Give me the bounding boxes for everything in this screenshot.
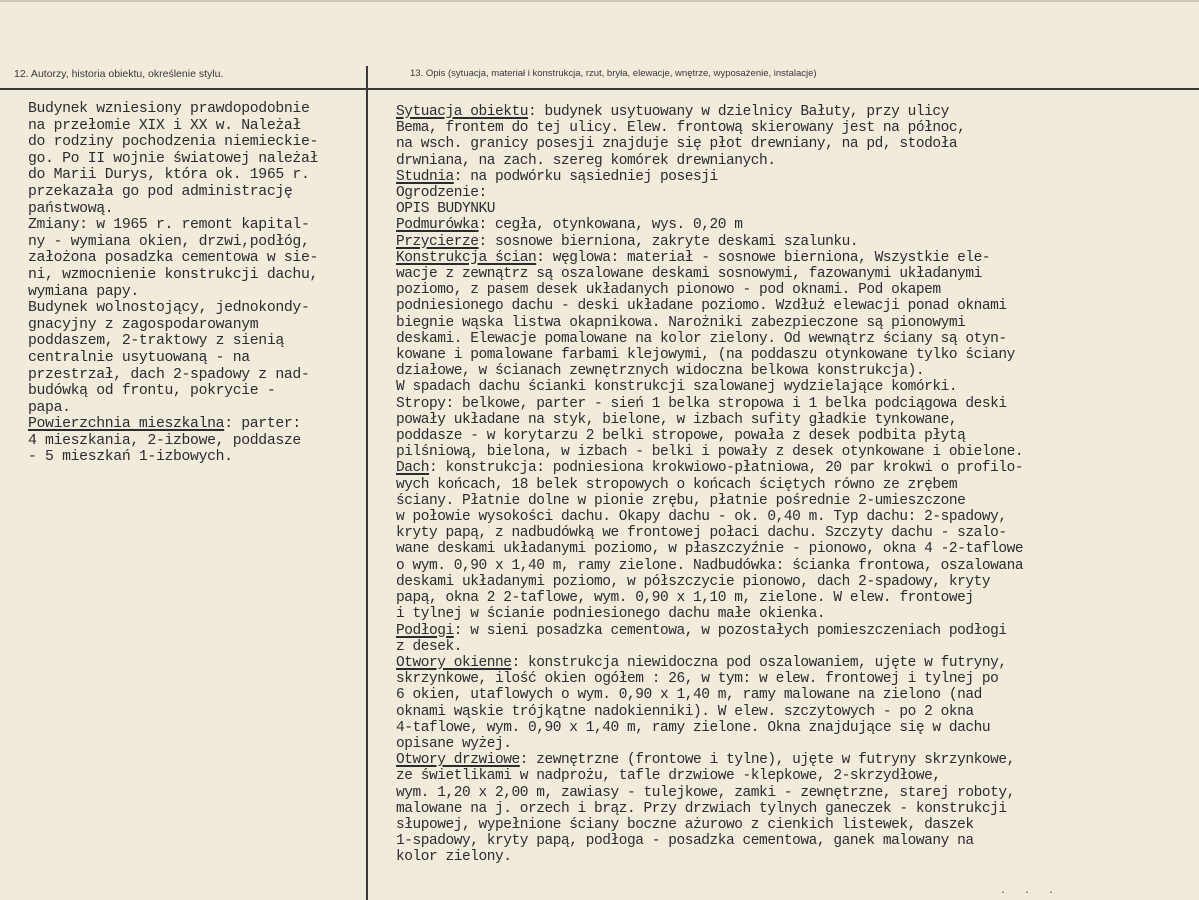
description-text-line: W spadach dachu ścianki konstrukcji szalowanej wydzielające komórki. (396, 379, 958, 396)
description-text-line: deskami. Elewacje pomalowane na kolor zielony. Od wewnątrz ściany są otyn- (396, 330, 1007, 347)
description-text-line: wym. 1,20 x 2,00 m, zawiasy - tulejkowe, zamki - zewnętrzne, starej roboty, (396, 784, 1015, 801)
description-text-line: kolor zielony. (396, 849, 512, 866)
description-text-line: Podmurówka: cegła, otynkowana, wys. 0,20 m (396, 217, 743, 234)
description-text-line: o wym. 0,90 x 1,40 m, ramy zielone. Nadbudówka: ścianka frontowa, oszalowana (396, 557, 1024, 574)
history-text-line: na przełomie XIX i XX w. Należał (28, 117, 301, 134)
history-text-line: ny - wymiana okien, drzwi,podłóg, (28, 233, 310, 250)
history-text-line: wymiana papy. (28, 283, 139, 300)
margin-marks: · · · (1000, 888, 1061, 899)
description-text-line: Konstrukcja ścian: węglowa: materiał - sosnowe bierniona, Wszystkie ele- (396, 249, 991, 266)
description-text-line: 1-spadowy, kryty papą, podłoga - posadzka cementowa, ganek malowany na (396, 833, 974, 850)
column-divider (366, 66, 368, 900)
description-text-column (396, 104, 1186, 866)
description-text-line: Sytuacja obiektu: budynek usytuowany w dzielnicy Bałuty, przy ulicy (396, 104, 949, 120)
description-text-line: słupowej, wypełnione ściany boczne ażurowo z cienkich listewek, daszek (396, 816, 974, 833)
description-text-line: oknami wąskie trójkątne nadokienniki). W elew. szczytowych - po 2 okna (396, 703, 974, 720)
section-13-header: 13. Opis (sytuacja, materiał i konstrukcja, rzut, bryła, elewacje, wnętrze, wyposażenie, instalacje) (410, 68, 817, 79)
description-text-line: drwniana, na zach. szereg komórek drewnianych. (396, 152, 776, 169)
description-text-line: wych końcach, 18 belek stropowych o końcach ściętych równo ze zrębem (396, 476, 958, 493)
history-text-line: papa. (28, 399, 71, 416)
description-text-line: ściany. Płatnie dolne w pionie zrębu, płatnie pośrednie 2-umieszczone (396, 492, 966, 509)
description-text-line: Bema, frontem do tej ulicy. Elew. frontową skierowany jest na północ, (396, 120, 966, 137)
history-text-line: do rodziny pochodzenia niemieckie- (28, 134, 319, 151)
description-text-line: Otwory okienne: konstrukcja niewidoczna pod oszalowaniem, ujęte w futryny, (396, 654, 1007, 671)
history-text-column (28, 101, 364, 466)
description-text-line: poziomo, z pasem desek układanych pionowo - pod oknami. Pod okapem (396, 282, 941, 299)
description-text-line: skrzynkowe, ilość okien ogółem : 26, w tym: w elew. frontowej i tylnej po (396, 671, 999, 688)
description-text-line: poddasze - w korytarzu 2 belki stropowe, powała z desek podbita płytą (396, 428, 966, 445)
description-text-line: biegnie wąska listwa okapnikowa. Narożniki zabezpieczone są pionowymi (396, 314, 966, 331)
history-text-line: do Marii Durys, która ok. 1965 r. (28, 167, 310, 184)
description-text-line: w połowie wysokości dachu. Okapy dachu - ok. 0,40 m. Typ dachu: 2-spadowy, (396, 509, 1007, 526)
description-text-line: OPIS BUDYNKU (396, 201, 496, 218)
section-heading: Podmurówka (396, 217, 479, 234)
description-text-line: pilśniową, bielona, w izbach - belki i powały z desek otynkowane i obielone. (396, 444, 1024, 461)
page-top-edge (0, 0, 1199, 2)
history-text-line: gnacyjny z zagospodarowanym (28, 316, 259, 333)
section-heading: Otwory drzwiowe (396, 752, 520, 769)
history-text-line: go. Po II wojnie światowej należał (28, 150, 319, 167)
description-text-line: Podłogi: w sieni posadzka cementowa, w pozostałych pomieszczeniach podłogi (396, 622, 1007, 639)
description-text-line: kowane i pomalowane farbami klejowymi, (na poddaszu otynkowane tylko ściany (396, 347, 1015, 364)
description-text-line: opisane wyżej. (396, 735, 512, 752)
description-text-line: Ogrodzenie: (396, 185, 487, 202)
history-text-line: przestrzał, dach 2-spadowy z nad- (28, 366, 310, 383)
description-text-line: powały układane na styk, bielone, w izbach sufity gładkie tynkowane, (396, 411, 958, 428)
description-text-line: na wsch. granicy posesji znajduje się płot drewniany, na pd, stodoła (396, 136, 958, 153)
history-text-line: państwową. (28, 200, 114, 217)
description-text-line: wane deskami układanymi poziomo, w płaszczyźnie - pionowo, okna 4 -2-taflowe (396, 541, 1024, 558)
description-text-line: Stropy: belkowe, parter - sień 1 belka stropowa i 1 belka podciągowa deski (396, 395, 1007, 412)
description-text-line: Otwory drzwiowe: zewnętrzne (frontowe i tylne), ujęte w futryny skrzynkowe, (396, 752, 1015, 769)
section-12-header: 12. Autorzy, historia obiektu, określenie stylu. (14, 68, 224, 80)
description-text-line: ze świetlikami w nadprożu, tafle drzwiowe -klepkowe, 2-skrzydłowe, (396, 768, 941, 785)
section-heading: Przycierze (396, 233, 479, 250)
history-text-line: Budynek wzniesiony prawdopodobnie (28, 101, 310, 117)
section-heading: Sytuacja obiektu (396, 104, 529, 120)
history-text-line: Zmiany: w 1965 r. remont kapital- (28, 217, 310, 234)
description-text-line: deskami układanymi poziomo, w półszczycie pionowo, dach 2-spadowy, kryty (396, 573, 991, 590)
description-text-line: Studnia: na podwórku sąsiedniej posesji (396, 168, 718, 185)
history-text-line: założona posadzka cementowa w sie- (28, 250, 319, 267)
description-text-line: 6 okien, utaflowych o wym. 0,90 x 1,40 m, ramy malowane na zielono (nad (396, 687, 982, 704)
history-text-line: Powierzchnia mieszkalna: parter: (28, 416, 301, 433)
description-text-line: kryty papą, z nadbudówką we frontowej połaci dachu. Szczyty dachu - szalo- (396, 525, 1007, 542)
description-text-line: 4-taflowe, wym. 0,90 x 1,40 m, ramy zielone. Okna znajdujące się w dachu (396, 719, 991, 736)
section-heading: Podłogi (396, 622, 454, 639)
section-heading: Konstrukcja ścian (396, 249, 537, 266)
description-text-line: wacje z zewnątrz są oszalowane deskami sosnowymi, fazowanymi układanymi (396, 266, 982, 283)
description-text-line: podniesionego dachu - deski układane poziomo. Wzdłuż elewacji ponad oknami (396, 298, 1007, 315)
header-divider (0, 88, 1199, 90)
history-text-line: budówką od frontu, pokrycie - (28, 383, 276, 400)
history-text-line: - 5 mieszkań 1-izbowych. (28, 449, 233, 466)
section-heading: Dach (396, 460, 430, 477)
description-text-line: Przycierze: sosnowe bierniona, zakryte deskami szalunku. (396, 233, 859, 250)
description-text-line: działowe, w ścianach zewnętrznych widoczna belkowa konstrukcja). (396, 363, 925, 380)
description-text-line: z desek. (396, 638, 463, 655)
history-text-line: ni, wzmocnienie konstrukcji dachu, (28, 266, 319, 283)
history-text-line: poddaszem, 2-traktowy z sienią (28, 333, 284, 350)
history-text-line: centralnie usytuowaną - na (28, 349, 250, 366)
description-text-line: Dach: konstrukcja: podniesiona krokwiowo-płatniowa, 20 par krokwi o profilo- (396, 460, 1024, 477)
section-heading: Studnia (396, 168, 454, 185)
description-text-line: papą, okna 2 2-taflowe, wym. 0,90 x 1,10 m, zielone. W elew. frontowej (396, 590, 974, 607)
history-text-line: 4 mieszkania, 2-izbowe, poddasze (28, 432, 301, 449)
history-text-line: przekazała go pod administrację (28, 183, 293, 200)
history-text-line: Budynek wolnostojący, jednokondy- (28, 300, 310, 317)
description-text-line: malowane na j. orzech i brąz. Przy drzwiach tylnych ganeczek - konstrukcji (396, 800, 1007, 817)
description-text-line: i tylnej w ścianie podniesionego dachu małe okienka. (396, 606, 826, 623)
section-heading: Otwory okienne (396, 654, 512, 671)
section-heading: Powierzchnia mieszkalna (28, 416, 225, 433)
